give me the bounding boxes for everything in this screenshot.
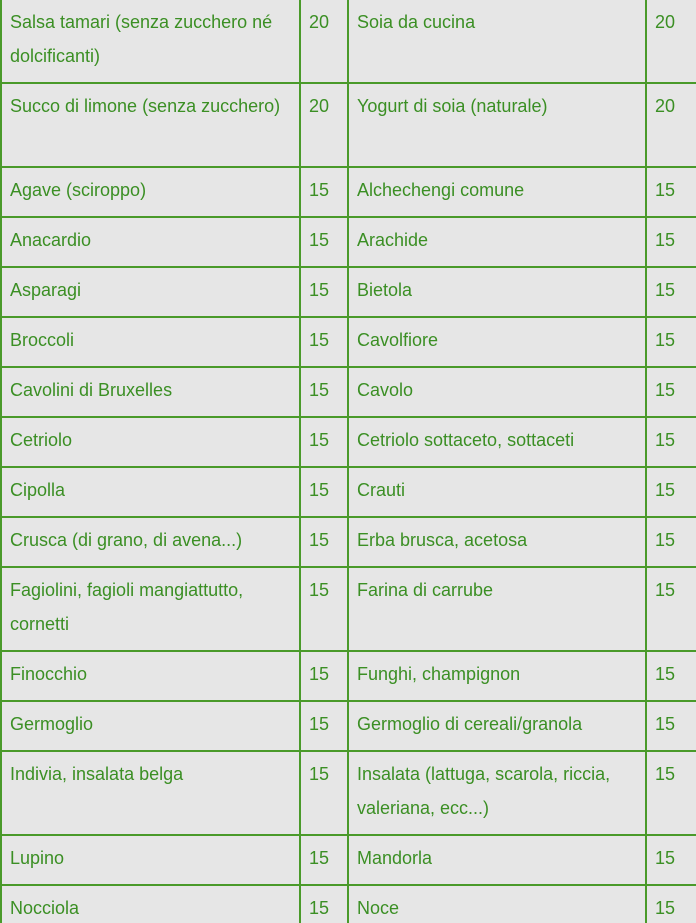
food-name-cell: Erba brusca, acetosa xyxy=(348,517,646,567)
food-name-cell: Germoglio xyxy=(1,701,300,751)
gi-value-cell: 15 xyxy=(300,701,348,751)
food-name-cell: Farina di carrube xyxy=(348,567,646,651)
gi-value-cell: 15 xyxy=(646,217,696,267)
table-row xyxy=(1,701,696,751)
gi-value-cell: 15 xyxy=(300,567,348,651)
gi-value-cell: 15 xyxy=(646,651,696,701)
gi-value-cell: 15 xyxy=(300,651,348,701)
food-name-cell: Noce xyxy=(348,885,646,923)
food-name-cell: Fagiolini, fagioli mangiattutto, cornetti xyxy=(1,567,300,651)
table-row xyxy=(1,751,696,835)
gi-value-cell: 15 xyxy=(300,167,348,217)
food-name-cell: Arachide xyxy=(348,217,646,267)
table-row xyxy=(1,417,696,467)
food-name-cell: Crauti xyxy=(348,467,646,517)
table-row xyxy=(1,367,696,417)
gi-value-cell: 15 xyxy=(300,267,348,317)
gi-value-cell: 15 xyxy=(646,701,696,751)
food-name-cell: Salsa tamari (senza zucchero né dolcificanti) xyxy=(1,0,300,83)
food-name-cell: Succo di limone (senza zucchero) xyxy=(1,83,300,167)
gi-value-cell: 20 xyxy=(300,83,348,167)
gi-value-cell: 15 xyxy=(300,517,348,567)
table-row xyxy=(1,167,696,217)
table-row xyxy=(1,885,696,923)
food-name-cell: Agave (sciroppo) xyxy=(1,167,300,217)
food-name-cell: Funghi, champignon xyxy=(348,651,646,701)
gi-value-cell: 15 xyxy=(300,217,348,267)
gi-value-cell: 15 xyxy=(646,417,696,467)
table-row xyxy=(1,835,696,885)
gi-value-cell: 20 xyxy=(646,83,696,167)
gi-value-cell: 15 xyxy=(646,467,696,517)
gi-value-cell: 15 xyxy=(646,267,696,317)
table-row xyxy=(1,567,696,651)
gi-value-cell: 15 xyxy=(646,517,696,567)
gi-value-cell: 15 xyxy=(646,367,696,417)
table-row xyxy=(1,317,696,367)
table-row xyxy=(1,0,696,83)
food-name-cell: Insalata (lattuga, scarola, riccia, valeriana, ecc...) xyxy=(348,751,646,835)
food-name-cell: Nocciola xyxy=(1,885,300,923)
table-row xyxy=(1,651,696,701)
gi-value-cell: 15 xyxy=(300,317,348,367)
table-row xyxy=(1,467,696,517)
food-name-cell: Bietola xyxy=(348,267,646,317)
table-row xyxy=(1,267,696,317)
table-row xyxy=(1,217,696,267)
food-name-cell: Cavolfiore xyxy=(348,317,646,367)
table-row xyxy=(1,517,696,567)
gi-value-cell: 20 xyxy=(300,0,348,83)
food-name-cell: Anacardio xyxy=(1,217,300,267)
food-name-cell: Asparagi xyxy=(1,267,300,317)
gi-value-cell: 15 xyxy=(646,567,696,651)
food-name-cell: Yogurt di soia (naturale) xyxy=(348,83,646,167)
gi-value-cell: 15 xyxy=(300,885,348,923)
food-name-cell: Indivia, insalata belga xyxy=(1,751,300,835)
gi-value-cell: 15 xyxy=(300,751,348,835)
table-body xyxy=(1,0,696,923)
gi-value-cell: 15 xyxy=(646,167,696,217)
gi-value-cell: 15 xyxy=(646,835,696,885)
gi-value-cell: 15 xyxy=(646,885,696,923)
gi-value-cell: 15 xyxy=(300,417,348,467)
food-name-cell: Broccoli xyxy=(1,317,300,367)
food-name-cell: Soia da cucina xyxy=(348,0,646,83)
food-name-cell: Lupino xyxy=(1,835,300,885)
gi-value-cell: 20 xyxy=(646,0,696,83)
gi-value-cell: 15 xyxy=(300,835,348,885)
food-name-cell: Germoglio di cereali/granola xyxy=(348,701,646,751)
food-name-cell: Crusca (di grano, di avena...) xyxy=(1,517,300,567)
gi-value-cell: 15 xyxy=(646,317,696,367)
gi-value-cell: 15 xyxy=(646,751,696,835)
food-name-cell: Finocchio xyxy=(1,651,300,701)
gi-value-cell: 15 xyxy=(300,467,348,517)
table-row xyxy=(1,83,696,167)
food-name-cell: Alchechengi comune xyxy=(348,167,646,217)
food-name-cell: Cipolla xyxy=(1,467,300,517)
food-name-cell: Cetriolo sottaceto, sottaceti xyxy=(348,417,646,467)
food-name-cell: Cavolini di Bruxelles xyxy=(1,367,300,417)
food-name-cell: Cetriolo xyxy=(1,417,300,467)
gi-value-cell: 15 xyxy=(300,367,348,417)
food-name-cell: Cavolo xyxy=(348,367,646,417)
food-name-cell: Mandorla xyxy=(348,835,646,885)
